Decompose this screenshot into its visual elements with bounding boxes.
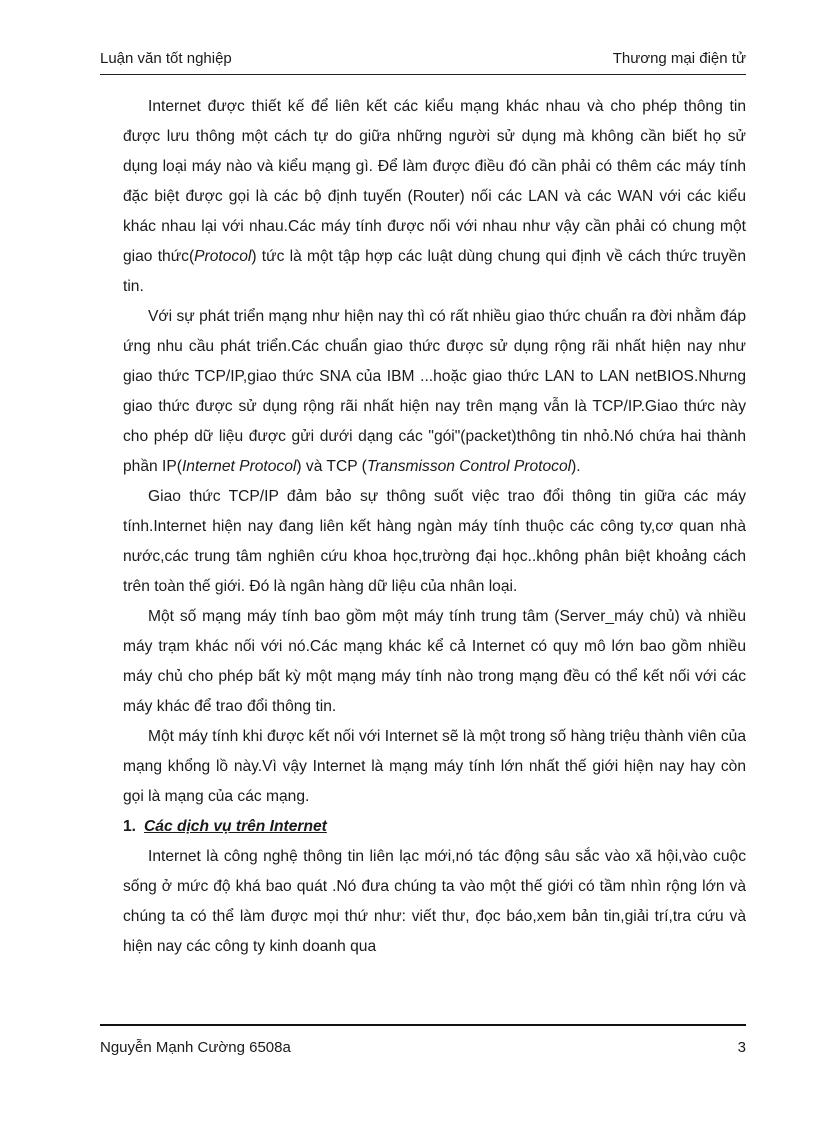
section-title: Các dịch vụ trên Internet <box>144 818 327 835</box>
page-number: 3 <box>737 1039 746 1056</box>
page-header <box>100 46 746 75</box>
paragraph-largest-network: Một máy tính khi được kết nối với Internet sẽ là một trong số hàng triệu thành viên của mạng khổng lồ này.Vì vậy Internet là mạng máy tính lớn nhất thế giới hiện nay hay còn gọi là mạng của các mạng. <box>123 728 746 805</box>
emphasis-internet-protocol: Internet Protocol <box>181 458 297 475</box>
paragraph-servers: Một số mạng máy tính bao gồm một máy tính trung tâm (Server_máy chủ) và nhiều máy trạm khác nối với nó.Các mạng khác kể cả Internet có quy mô lớn bao gồm nhiều máy chủ cho phép bất kỳ một mạng máy tính nào trong mạng đều có thể kết nối với các máy khác để trao đổi thông tin. <box>123 608 746 715</box>
section-number: 1. <box>123 818 137 835</box>
section-heading <box>123 812 746 842</box>
footer-author: Nguyễn Mạnh Cường 6508a <box>100 1039 291 1056</box>
paragraph-protocols: Với sự phát triển mạng như hiện nay thì có rất nhiều giao thức chuẩn ra đời nhằm đáp ứng nhu cầu phát triển.Các chuẩn giao thức được sử dụng rộng rãi nhất hiện nay như giao thức TCP/IP,giao thức SNA của IBM ...hoặc giao thức LAN to LAN netBIOS.Nhưng giao thức được sử dụng rộng rãi nhất hiện nay trên mạng vẫn là TCP/IP.Giao thức này cho phép dữ liệu được gửi dưới dạng các "gói"(packet)thông tin nhỏ.Nó chứa hai thành phần IP(Internet Protocol) và TCP (Transmisson Control Protocol). <box>123 308 746 475</box>
header-thesis-label: Luận văn tốt nghiệp <box>100 50 232 67</box>
paragraph-tcpip: Giao thức TCP/IP đảm bảo sự thông suốt việc trao đổi thông tin giữa các máy tính.Internet hiện nay đang liên kết hàng ngàn máy tính thuộc các công ty,cơ quan nhà nước,các trung tâm nghiên cứu khoa học,trường đại học..không phân biệt khoảng cách trên toàn thế giới. Đó là ngân hàng dữ liệu của nhân loại. <box>123 488 746 595</box>
paragraph-internet-services: Internet là công nghệ thông tin liên lạc mới,nó tác động sâu sắc vào xã hội,vào cuộc sống ở mức độ khá bao quát .Nó đưa chúng ta vào một thế giới có tầm nhìn rộng lớn và chúng ta có thể làm được mọi thứ như: viết thư, đọc báo,xem bản tin,giải trí,tra cứu và hiện nay các công ty kinh doanh qua <box>123 848 746 955</box>
emphasis-protocol: Protocol <box>194 248 252 265</box>
document-body <box>123 92 746 962</box>
header-subject-label: Thương mại điện tử <box>612 50 746 67</box>
emphasis-tcp: Transmisson Control Protocol <box>366 458 572 475</box>
footer-divider <box>100 1024 746 1026</box>
paragraph-internet-design: Internet được thiết kế để liên kết các kiểu mạng khác nhau và cho phép thông tin được lưu thông một cách tự do giữa những người sử dụng mà không cần biết họ sử dụng loại máy nào và kiểu mạng gì. Để làm được điều đó cần phải có thêm các máy tính đặc biệt được gọi là các bộ định tuyến (Router) nối các LAN và các WAN với các kiểu khác nhau lại với nhau.Các máy tính được nối với nhau như vậy cần phải có chung một giao thức(Protocol) tức là một tập hợp các luật dùng chung qui định về cách thức truyền tin. <box>123 98 746 295</box>
